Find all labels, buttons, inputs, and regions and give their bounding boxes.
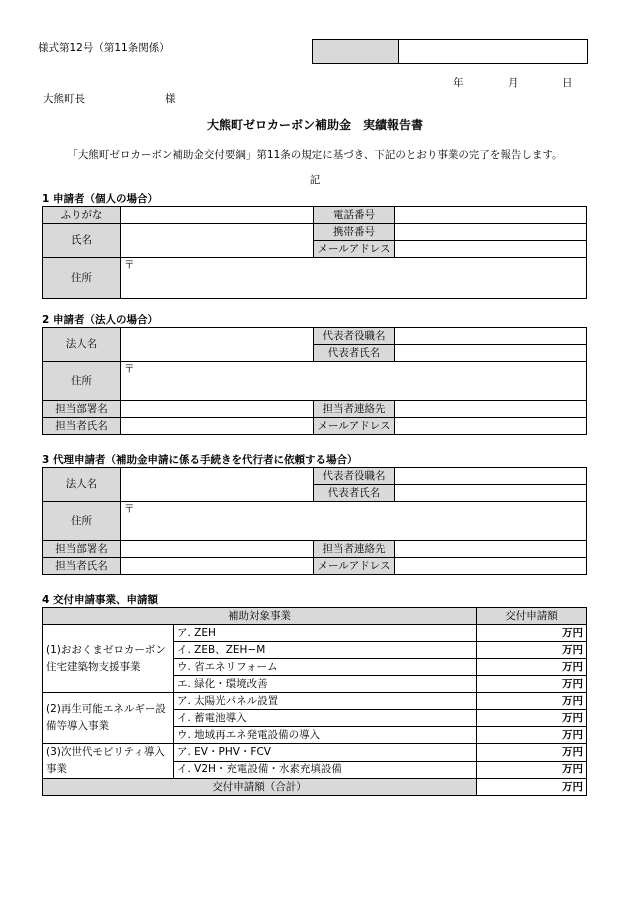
section1-title: 1 申請者（個人の場合） — [42, 193, 158, 205]
contact-field[interactable] — [395, 401, 587, 418]
item-label: エ. 緑化・環境改善 — [174, 676, 477, 693]
rep-name-field[interactable] — [395, 345, 587, 362]
dept-label: 担当部署名 — [43, 401, 121, 418]
section3-title: 3 代理申請者（補助金申請に係る手続きを代行者に依頼する場合） — [42, 454, 358, 466]
address-label: 住所 — [43, 362, 121, 401]
phone-label: 電話番号 — [314, 207, 395, 224]
mobile-label: 携帯番号 — [314, 224, 395, 241]
email-label: メールアドレス — [314, 241, 395, 258]
item-label: ア. EV・PHV・FCV — [174, 744, 477, 762]
addressee: 大熊町長 — [43, 93, 85, 105]
email-field[interactable] — [395, 418, 587, 435]
rep-name-label: 代表者氏名 — [314, 485, 395, 502]
contact-label: 担当者連絡先 — [314, 401, 395, 418]
address-field[interactable]: 〒 — [121, 258, 587, 299]
address-label: 住所 — [43, 258, 121, 299]
page-title: 大熊町ゼロカーボン補助金 実績報告書 — [206, 118, 423, 132]
staff-label: 担当者氏名 — [43, 558, 121, 575]
amount-field[interactable]: 万円 — [477, 693, 587, 710]
dept-field[interactable] — [121, 541, 314, 558]
group-3-name: (3)次世代モビリティ導入事業 — [43, 744, 174, 779]
dept-label: 担当部署名 — [43, 541, 121, 558]
item-label: ア. ZEH — [174, 625, 477, 642]
email-field[interactable] — [395, 558, 587, 575]
item-label: イ. 蓄電池導入 — [174, 710, 477, 727]
amount-field[interactable]: 万円 — [477, 676, 587, 693]
amount-field[interactable]: 万円 — [477, 710, 587, 727]
staff-label: 担当者氏名 — [43, 418, 121, 435]
rep-title-field[interactable] — [395, 468, 587, 485]
amount-field[interactable]: 万円 — [477, 744, 587, 762]
corp-name-field[interactable] — [121, 328, 314, 362]
item-label: ウ. 地域再エネ発電設備の導入 — [174, 727, 477, 744]
contact-label: 担当者連絡先 — [314, 541, 395, 558]
email-label: メールアドレス — [314, 418, 395, 435]
amount-field[interactable]: 万円 — [477, 642, 587, 659]
email-label: メールアドレス — [314, 558, 395, 575]
email-field[interactable] — [395, 241, 587, 258]
name-field[interactable] — [121, 224, 314, 258]
dept-field[interactable] — [121, 401, 314, 418]
address-field[interactable]: 〒 — [121, 362, 587, 401]
rep-name-label: 代表者氏名 — [314, 345, 395, 362]
section3-table — [42, 467, 587, 575]
corp-name-label: 法人名 — [43, 468, 121, 502]
amount-column-header: 交付申請額 — [477, 608, 587, 625]
total-amount-field[interactable]: 万円 — [477, 779, 587, 796]
phone-field[interactable] — [395, 207, 587, 224]
receipt-label-cell — [313, 40, 399, 63]
total-label: 交付申請額（合計） — [43, 779, 477, 796]
date-day: 日 — [562, 77, 573, 89]
furigana-label: ふりがな — [43, 207, 121, 224]
item-label: ウ. 省エネリフォーム — [174, 659, 477, 676]
rep-name-field[interactable] — [395, 485, 587, 502]
item-label: ア. 太陽光パネル設置 — [174, 693, 477, 710]
mobile-field[interactable] — [395, 224, 587, 241]
section1-table — [42, 206, 587, 299]
addressee-honorific: 様 — [165, 93, 176, 105]
section2-table — [42, 327, 587, 435]
group-1-name: (1)おおくまゼロカーボン住宅建築物支援事業 — [43, 625, 174, 693]
amount-field[interactable]: 万円 — [477, 761, 587, 779]
amount-field[interactable]: 万円 — [477, 659, 587, 676]
address-label: 住所 — [43, 502, 121, 541]
item-label: イ. ZEB、ZEH−M — [174, 642, 477, 659]
staff-field[interactable] — [121, 418, 314, 435]
date-year: 年 — [453, 77, 464, 89]
rep-title-label: 代表者役職名 — [314, 468, 395, 485]
project-column-header: 補助対象事業 — [43, 608, 477, 625]
name-label: 氏名 — [43, 224, 121, 258]
rep-title-field[interactable] — [395, 328, 587, 345]
rep-title-label: 代表者役職名 — [314, 328, 395, 345]
application-table — [42, 607, 587, 796]
group-2-name: (2)再生可能エネルギー設備等導入事業 — [43, 693, 174, 744]
ki-label: 記 — [309, 174, 321, 186]
amount-field[interactable]: 万円 — [477, 625, 587, 642]
corp-name-label: 法人名 — [43, 328, 121, 362]
item-label: イ. V2H・充電設備・水素充填設備 — [174, 761, 477, 779]
form-number: 様式第12号（第11条関係） — [38, 42, 170, 54]
staff-field[interactable] — [121, 558, 314, 575]
amount-field[interactable]: 万円 — [477, 727, 587, 744]
intro-text: 「大熊町ゼロカーボン補助金交付要綱」第11条の規定に基づき、下記のとおり事業の完了を報告します。 — [67, 149, 563, 161]
corp-name-field[interactable] — [121, 468, 314, 502]
date-month: 月 — [508, 77, 519, 89]
section2-title: 2 申請者（法人の場合） — [42, 314, 158, 326]
receipt-number-box[interactable] — [312, 39, 588, 64]
section4-title: 4 交付申請事業、申請額 — [42, 594, 158, 606]
receipt-value-cell[interactable] — [399, 40, 587, 63]
contact-field[interactable] — [395, 541, 587, 558]
furigana-field[interactable] — [121, 207, 314, 224]
address-field[interactable]: 〒 — [121, 502, 587, 541]
